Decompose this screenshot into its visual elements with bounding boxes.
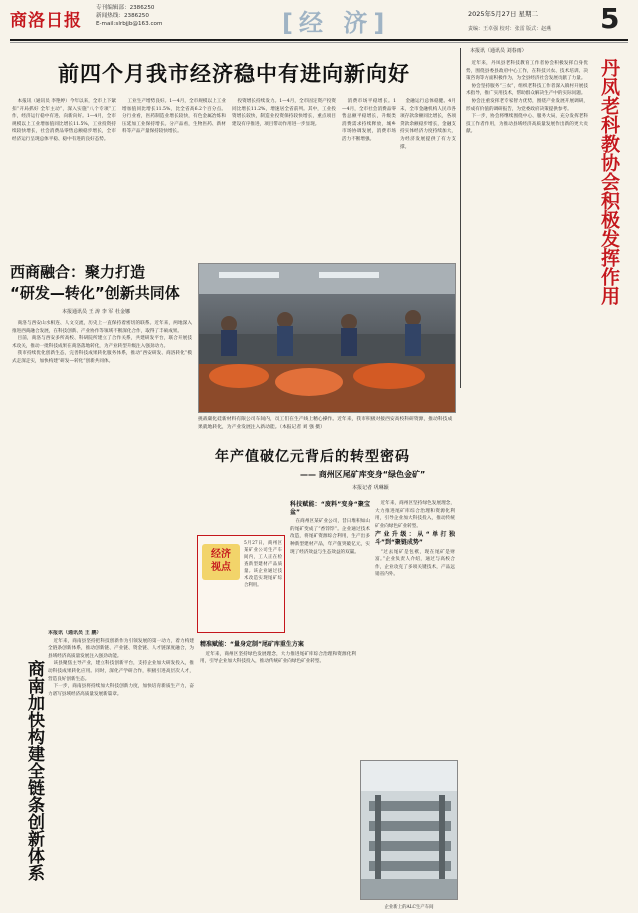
story2-paragraph: 目前，商洛与西安多所高校、科研院所建立了合作关系，共建研发平台，联合开展技术攻关，推动一批科技成果在商洛落地转化，为产业转型升级注入强劲动力。: [12, 336, 192, 349]
right-story-paragraph: 协会坚持服务“三农”，组织老科技工作者深入镇村开展技术指导，推广实用技术，帮助群众解决生产中的实际问题。: [466, 83, 588, 97]
story2-body: [12, 320, 192, 650]
commentary-box: [197, 535, 285, 633]
editors-line: 责编：王卓强 校对：张雷 版式：赵燕: [468, 26, 552, 32]
story3-paragraph: 近年来，商州区坚持绿色发展理念，大力推进尾矿库综合治理和资源化利用，引导企业加大科技投入，推动传统矿业向绿色矿业转型。: [375, 501, 455, 529]
story4-paragraph: 下一步，商南县将持续加大科技创新力度，加快培育新质生产力，奋力谱写县域经济高质量发展新篇章。: [48, 684, 194, 697]
right-story-paragraph: 近年来，丹凤县老科技教育工作者协会积极发挥自身优势，围绕县委县政府中心工作，在科技兴农、技术培训、决策咨询等方面积极作为，为全县经济社会发展贡献了力量。: [466, 61, 588, 82]
lead-column: [122, 98, 226, 258]
issue-info-line: E-mail:slrbjjb@163.com: [96, 21, 163, 27]
lead-column: [12, 98, 116, 258]
lead-column: [400, 98, 456, 258]
story2-paragraph: 商洛与西安山水相连、人文交流，历史上一直保持着密切的联系。近年来，两地深入推进西商融合发展，在科技创新、产业协作等领域不断深化合作，取得了丰硕成果。: [12, 321, 192, 334]
section-name: [经 济]: [282, 9, 391, 37]
commentary-text: 5月27日，商州区某矿业公司生产车间内，工人正在检查新型建材产品质量。该企业通过技术改造实现尾矿综合利用。: [244, 541, 282, 588]
right-story-byline: 本报讯（通讯员 刘春雨）: [470, 48, 527, 54]
right-story-body: [466, 60, 588, 890]
lead-column: [232, 98, 336, 258]
story3-subhead: 产业升级：从“单打独斗”到“聚链成势”: [375, 531, 455, 546]
production-line-illustration: [361, 761, 458, 900]
production-line-photo: [360, 760, 458, 900]
story4-paragraph: 该县聚焦主导产业，建立科技创新平台，支持企业加大研发投入，推动科技成果转化应用。同时，深化产学研合作，积极引进高层次人才，营造良好创新生态。: [48, 661, 194, 682]
story2-headline-line: “研发—转化”创新共同体: [10, 284, 180, 302]
lead-paragraph: 消费市场平稳增长。1—4月，全市社会消费品零售总额平稳增长，升级类消费需求持续释放，城乡市场协调发展，消费市场活力不断增强。: [342, 99, 396, 142]
factory-photo-illustration: [199, 264, 456, 413]
lead-headline: 前四个月我市经济稳中有进向新向好: [58, 62, 410, 86]
commentary-badge-line: 视点: [211, 562, 231, 573]
masthead-rule: [10, 39, 628, 41]
story3-column: [200, 640, 356, 902]
lead-paragraph: 工业生产增势良好。1—4月，全市规模以上工业增加值同比增长11.5%，比全省高6.2个百分点。分行业看，医药制造业增长较快，有色金属冶炼和压延加工业保持增长。分产品看，生物医药、新材料等产品产量保持较快增长。: [122, 99, 226, 135]
story3-paragraph: “过去尾矿是包袱，现在尾矿是财富。”企业负责人介绍，通过与高校合作，企业攻克了多项关键技术，产品远销省内外。: [375, 549, 455, 578]
story2-headline: [10, 262, 200, 304]
commentary-badge: [202, 544, 240, 580]
newspaper-logo: 商洛日报: [10, 11, 82, 31]
photo2-caption: 企业新上的ALC生产车间: [384, 905, 434, 910]
story4-headline: 商南加快构建全链条创新体系: [24, 660, 44, 881]
story3-headline: 年产值破亿元背后的转型密码: [215, 449, 410, 465]
lead-paragraph: 投资增长持续发力。1—4月，全市固定资产投资同比增长11.2%，增速居全省前列。其中，工业投资增长较快，制造业投资保持较快增长，重点项目建设有序推进，项目带动作用进一步显现。: [232, 99, 336, 127]
photo-caption: 挑战碳化硅新材料有限公司车间内，员工们在生产线上精心操作。近年来，我市积极对接西安高校科研资源，推动科技成果就地转化，为产业发展注入新动能。（本报记者 刘 强 摄）: [198, 417, 453, 430]
story4-byline: 本报讯（通讯员 王 鹏）: [48, 630, 102, 636]
issue-info: [96, 4, 162, 28]
story2-paragraph: 我市持续优化创新生态，完善科技成果转化服务体系，推动“西安研发、商洛转化”模式走深走实，加快构建“研发—转化”创新共同体。: [12, 351, 192, 364]
page-number: 5: [600, 2, 620, 35]
lead-paragraph: 本报讯（通讯员 李艳婷）今年以来，全市上下紧扣“开局抓好 全年主动”，深入实施“八个专项”工作，经济运行稳中有进、向新向好。1—4月，全市规模以上工业增加值同比增长11.5%，工业投资持续较快增长，社会消费品零售总额稳步增长，全市经济运行呈现总体平稳、稳中有进的良好态势。: [12, 99, 116, 142]
issue-info-line: 专刊编辑部：2386250: [96, 5, 155, 11]
issue-date: 2025年5月27日 星期二: [468, 10, 539, 18]
masthead-rule-thin: [10, 42, 628, 43]
story3-subtitle: —— 商州区尾矿库变身“绿色金矿”: [300, 470, 426, 479]
story3-column: [375, 500, 455, 758]
column-divider: [460, 48, 461, 388]
story2-headline-line: 西商融合：聚力打造: [10, 263, 146, 281]
story3-byline: 本报记者 巩琳颖: [352, 485, 389, 491]
story4-body: [48, 630, 194, 902]
story2-byline: 本报通讯员 王 涛 李 军 杜金娜: [62, 309, 130, 315]
story3-paragraph: 在商州区某矿业公司，昔日堆积如山的尾矿变成了“香饽饽”。企业通过技术改造，将尾矿资源综合利用，生产出多种新型建材产品，年产值突破亿元，实现了经济效益与生态效益的双赢。: [290, 519, 370, 555]
right-story-headline: 丹凤老科教协会积极发挥作用: [598, 58, 620, 305]
right-story-paragraph: 协会注重发挥老专家智力优势，围绕产业发展开展调研，形成有价值的调研报告，为党委政府决策提供参考。: [466, 98, 588, 112]
issue-info-line: 新闻热线：2386250: [96, 13, 149, 19]
masthead: [0, 0, 638, 44]
lead-paragraph: 金融运行总体稳健。4月末，全市金融机构人民币各项存款余额同比增长，各项贷款余额稳步增长，金融支持实体经济力度持续加大，为经济发展提供了有力支撑。: [400, 99, 456, 150]
lead-column: [342, 98, 396, 258]
story3-subhead: 科技赋能：“废料”变身“聚宝盆”: [290, 501, 370, 516]
story3-subhead: 精准赋能：“量身定制”尾矿库重生方案: [200, 641, 304, 648]
right-story-paragraph: 下一步，协会将继续围绕中心、服务大局，充分发挥老科技工作者作用，为推动县域经济高质量发展作出新的更大贡献。: [466, 114, 588, 135]
story3-paragraph: 近年来，商州区坚持绿色发展理念，大力推进尾矿库综合治理和资源化利用，引导企业加大科技投入，推动传统矿业向绿色矿业转型。: [200, 651, 356, 665]
commentary-badge-line: 经济: [211, 549, 231, 560]
story4-paragraph: 近年来，商南县坚持把科技创新作为引领发展的第一动力，着力构建全链条创新体系，推动创新链、产业链、资金链、人才链深度融合，为县域经济高质量发展注入强劲动能。: [48, 638, 194, 659]
factory-photo: [198, 263, 456, 413]
